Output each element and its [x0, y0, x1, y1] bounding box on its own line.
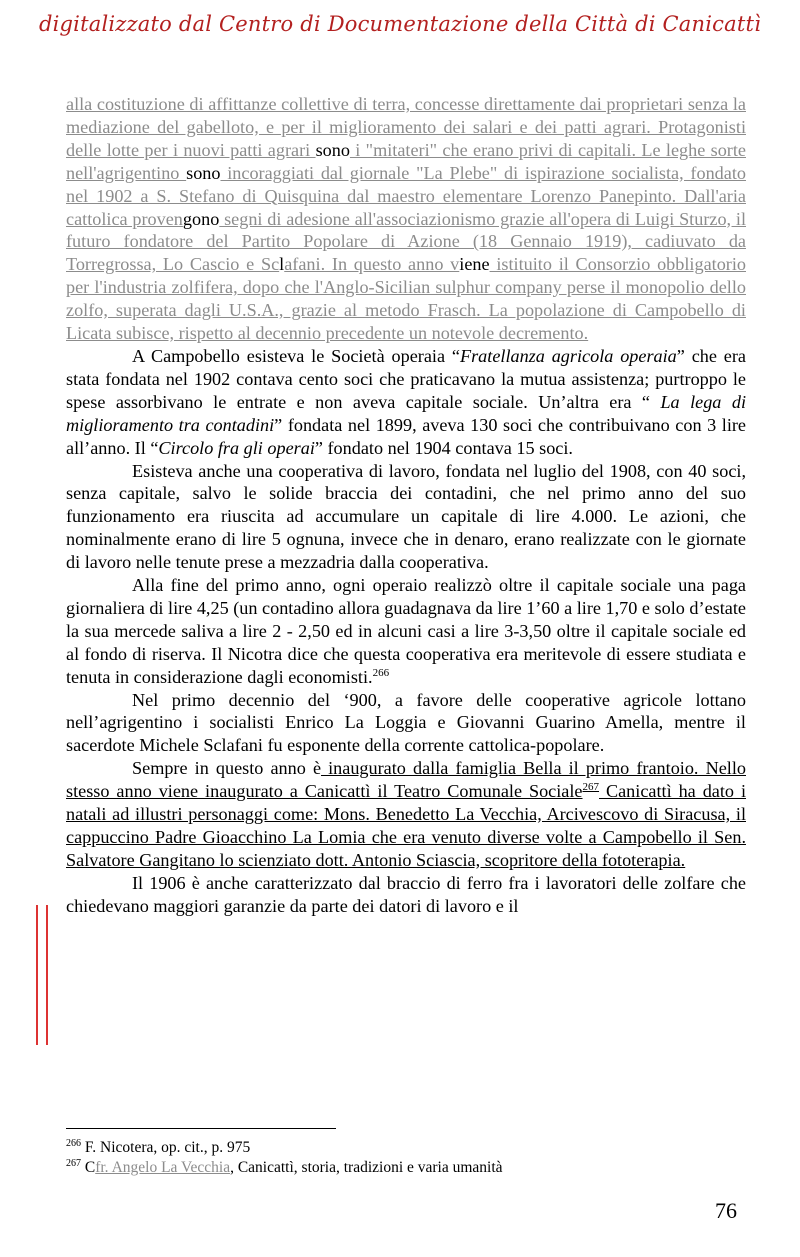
footnote-text: F. Nicotera, op. cit., p. 975	[81, 1139, 251, 1156]
paragraph-decennio: Nel primo decennio del ‘900, a favore delle cooperative agricole lottano nell’agrigentino i socialisti Enrico La Loggia e Giovanni Guarino Amella, mentre il sacerdote Michele Sclafani fu esponente della corrente cattolica-popolare.	[66, 689, 746, 756]
text: l	[279, 254, 285, 275]
text: ” fondata nel 1899, aveva 130 soci che contribuivano con 3 lire all’anno. Il “	[66, 414, 747, 458]
italic-title: Circolo fra gli operai	[158, 437, 315, 458]
text: sono	[186, 162, 221, 183]
page-number: 76	[715, 1198, 737, 1223]
footnote-number: 266	[66, 1137, 81, 1149]
revised-text: afani. In questo anno v	[284, 254, 460, 275]
revised-text: segni di adesione all'associazionismo grazie all'opera di Luigi Sturzo, il futuro fondatore del Partito Popolare di Azione (18 Gennaio 1919), cadiuvato da Torregrossa, Lo Cascio e Sc	[66, 208, 747, 275]
paragraph-frantoio	[66, 757, 746, 872]
footnote-number: 267	[66, 1157, 81, 1169]
paragraph-societa-operaia	[66, 345, 746, 460]
paragraph-paga	[66, 574, 746, 689]
revised-text: i "mitateri" che erano privi di capitali. Le leghe sorte nell'agrigentino	[66, 139, 746, 183]
italic-title: Fratellanza agricola operaia	[459, 345, 677, 366]
text: Sempre in questo anno è	[132, 758, 322, 779]
page-body	[66, 93, 746, 918]
paragraph-1906: Il 1906 è anche caratterizzato dal braccio di ferro fra i lavoratori delle zolfare che chiedevano maggiori garanzie da parte dei datori di lavoro e il	[66, 872, 746, 916]
footnote-ref: 266	[372, 666, 390, 679]
footnote-text: C	[81, 1159, 96, 1176]
text: ” fondato nel 1904 contava 15 soci.	[314, 437, 573, 458]
revised-text: incoraggiati dal giornale "La Plebe" di ispirazione socialista, fondato nel 1902 a S. Stefano di Quisquina dal maestro elementare Lorenzo Panepinto. Dall'aria cattolica proven	[66, 162, 746, 229]
footnote-ref: 267	[582, 781, 600, 794]
text: iene	[459, 254, 490, 275]
digitization-header: digitalizzato dal Centro di Documentazione della Città di Canicattì	[38, 12, 762, 36]
footnote-separator	[66, 1128, 336, 1129]
paragraph-cooperativa: Esisteva anche una cooperativa di lavoro, fondata nel luglio del 1908, con 40 soci, senza capitale, salvo le solide braccia dei contadini, che nel primo anno del suo funzionamento era riuscita ad accumulare un capitale di lire 4.000. Le azioni, che nominalmente erano di lire 5 ognuna, invece che in denaro, erano realizzate con le giornate di lavoro nelle tenute prese a mezzadria dalla cooperativa.	[66, 460, 746, 573]
text: A Campobello esisteva le Società operaia “	[132, 345, 460, 366]
text: ” che era stata fondata nel 1902 contava cento soci che praticavano la mutua assistenza; purtroppo le spese assorbivano le entrate e non aveva capitale sociale. Un’altra era “	[66, 345, 747, 412]
footnote-266	[66, 1138, 746, 1158]
text: Alla fine del primo anno, ogni operaio realizzò oltre il capitale sociale una paga giornaliera di lire 4,25 (un contadino allora guadagnava da lire 1’60 a lire 1,70 e solo d’estate la sua mercede saliva a lire 2 - 2,50 ed in alcuni casi a lire 3-3,50 oltre il capitale sociale ed al fondo di riserva. Il Nicotra dice che questa cooperativa era meritevole di essere studiata e tenuta in considerazione dagli economisti.	[66, 575, 746, 687]
footnote-267	[66, 1158, 746, 1178]
text: gono	[182, 208, 220, 229]
footnote-revised-text: fr. Angelo La Vecchia	[95, 1159, 231, 1176]
italic-title: La lega di miglioramento tra contadini	[66, 391, 746, 435]
footnotes	[66, 1138, 746, 1178]
revised-text: alla costituzione di affittanze collettive di terra, concesse direttamente dai proprietari senza la mediazione del gabelloto, e per il miglioramento dei salari e dei patti agrari. Protagonisti delle lotte per i nuovi patti agrari	[66, 94, 746, 160]
paragraph-grey-revision	[66, 93, 746, 345]
text: sono	[315, 139, 350, 160]
revised-text: istituito il Consorzio obbligatorio per l'industria zolfifera, dopo che l'Anglo-Sicilian sulphur company perse il monopolio dello zolfo, superata dagli U.S.A., grazie al metodo Frasch. La popolazione di Campobello di Licata subisce, rispetto al decennio precedente un notevole decremento.	[66, 254, 746, 344]
revision-bars	[36, 905, 50, 1045]
footnote-text: , Canicattì, storia, tradizioni e varia umanità	[230, 1159, 503, 1176]
underlined-text: Canicattì ha dato i natali ad illustri personaggi come: Mons. Benedetto La Vecchia, Arcivescovo di Siracusa, il cappuccino Padre Gioacchino La Lomia che era venuto diverse volte a Campobello il Sen. Salvatore Gangitano lo scienziato dott. Antonio Sciascia, scopritore della fototerapia.	[66, 781, 747, 870]
underlined-text: inaugurato dalla famiglia Bella il primo frantoio. Nello stesso anno viene inaugurato a Canicattì il Teatro Comunale Sociale	[66, 758, 746, 802]
